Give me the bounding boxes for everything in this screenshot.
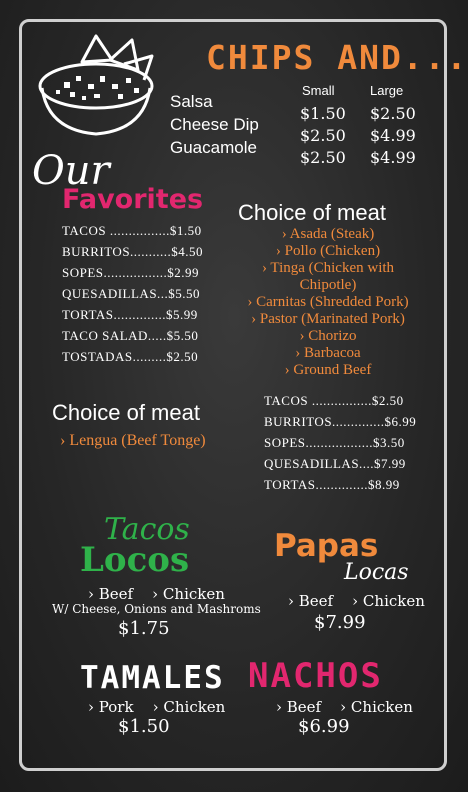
tacos-locos-price: $1.75: [118, 618, 170, 639]
tacos-locos-script: Tacos: [104, 512, 190, 547]
chips-small-price: $2.50: [300, 148, 346, 167]
list-item: TORTAS..............$8.99: [264, 477, 400, 492]
meat-option: › Pastor (Marinated Pork): [251, 311, 405, 327]
tamales-price: $1.50: [118, 716, 170, 737]
tamales-options: › Pork › Chicken: [88, 698, 226, 716]
chips-large-price: $4.99: [370, 126, 416, 145]
nachos-price: $6.99: [298, 716, 350, 737]
chips-title: CHIPS AND...: [206, 38, 468, 77]
meat-option: › Barbacoa: [295, 345, 361, 361]
meat-option: Chipotle): [299, 277, 357, 293]
favorites-title: Favorites: [62, 184, 204, 215]
papas-title: Papas: [274, 528, 379, 564]
chips-small-label: Small: [302, 83, 335, 98]
list-item: BURRITOS...........$4.50: [62, 244, 204, 259]
meat-option: › Pollo (Chicken): [275, 243, 381, 259]
chips-large-price: $2.50: [370, 104, 416, 123]
meat-option: › Carnitas (Shredded Pork): [247, 294, 409, 310]
meat-option: › Ground Beef: [284, 362, 372, 378]
papas-options: › Beef › Chicken: [288, 592, 425, 610]
chips-small-price: $2.50: [300, 126, 346, 145]
meat-option: › Lengua (Beef Tonge): [60, 432, 206, 449]
chips-large-price: $4.99: [370, 148, 416, 167]
tacos-locos-title: Locos: [80, 540, 190, 580]
list-item: QUESADILLAS...$5.50: [62, 286, 201, 301]
meat-option: › Asada (Steak): [281, 226, 375, 242]
list-item: BURRITOS..............$6.99: [264, 414, 417, 429]
list-item: TORTAS..............$5.99: [62, 307, 198, 322]
lengua-list: [264, 390, 416, 495]
papas-price: $7.99: [314, 612, 366, 633]
list-item: QUESADILLAS....$7.99: [264, 456, 406, 471]
chips-large-label: Large: [370, 83, 404, 98]
favorites-list: [62, 220, 203, 367]
meat-options: [230, 226, 426, 379]
nachos-options: › Beef › Chicken: [276, 698, 413, 716]
list-item: SOPES..................$3.50: [264, 435, 405, 450]
chips-item-name: Guacamole: [170, 138, 257, 157]
meat-title: Choice of meat: [238, 200, 386, 225]
papas-script: Locas: [344, 560, 409, 585]
nachos-title: NACHOS: [248, 656, 383, 696]
list-item: TACOS ................$2.50: [264, 393, 404, 408]
chips-bowl-icon: [34, 30, 166, 140]
chips-item-name: Salsa: [170, 92, 213, 111]
list-item: SOPES.................$2.99: [62, 265, 200, 280]
list-item: TOSTADAS.........$2.50: [62, 349, 199, 364]
tamales-title: TAMALES: [80, 660, 225, 696]
favorites-script: Our: [32, 148, 110, 194]
chips-small-price: $1.50: [300, 104, 346, 123]
meat-option: › Tinga (Chicken with: [261, 260, 395, 276]
meat-option: › Chorizo: [299, 328, 357, 344]
meat-title: Choice of meat: [52, 400, 200, 425]
tacos-locos-note: W/ Cheese, Onions and Mashroms: [52, 602, 261, 616]
list-item: TACO SALAD.....$5.50: [62, 328, 199, 343]
list-item: TACOS ................$1.50: [62, 223, 202, 238]
tacos-locos-options: › Beef › Chicken: [88, 585, 225, 603]
chips-item-name: Cheese Dip: [170, 115, 259, 134]
